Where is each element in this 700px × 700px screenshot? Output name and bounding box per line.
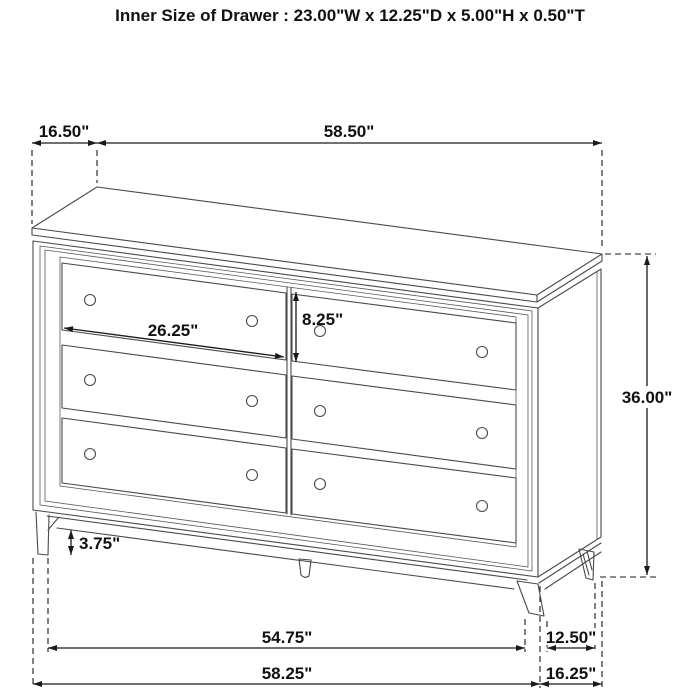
dim-drawer-width-label: 26.25" — [147, 321, 199, 340]
dim-drawer-height-label: 8.25" — [302, 310, 344, 329]
dim-front-leg-span-label: 54.75" — [261, 628, 313, 647]
dim-top-width-label: 58.50" — [323, 122, 375, 141]
dim-leg-height-label: 3.75" — [79, 534, 121, 553]
dim-base-depth-label: 16.25" — [545, 664, 597, 683]
dim-base-width-label: 58.25" — [261, 664, 313, 683]
front-left-leg — [36, 512, 59, 555]
dresser-side-face — [538, 269, 601, 577]
dim-side-leg-span-label: 12.50" — [545, 628, 597, 647]
dim-top-depth-label: 16.50" — [38, 122, 90, 141]
dim-height-label: 36.00" — [621, 388, 673, 407]
page-title: Inner Size of Drawer : 23.00"W x 12.25"D x 5.00"H x 0.50"T — [115, 6, 585, 25]
